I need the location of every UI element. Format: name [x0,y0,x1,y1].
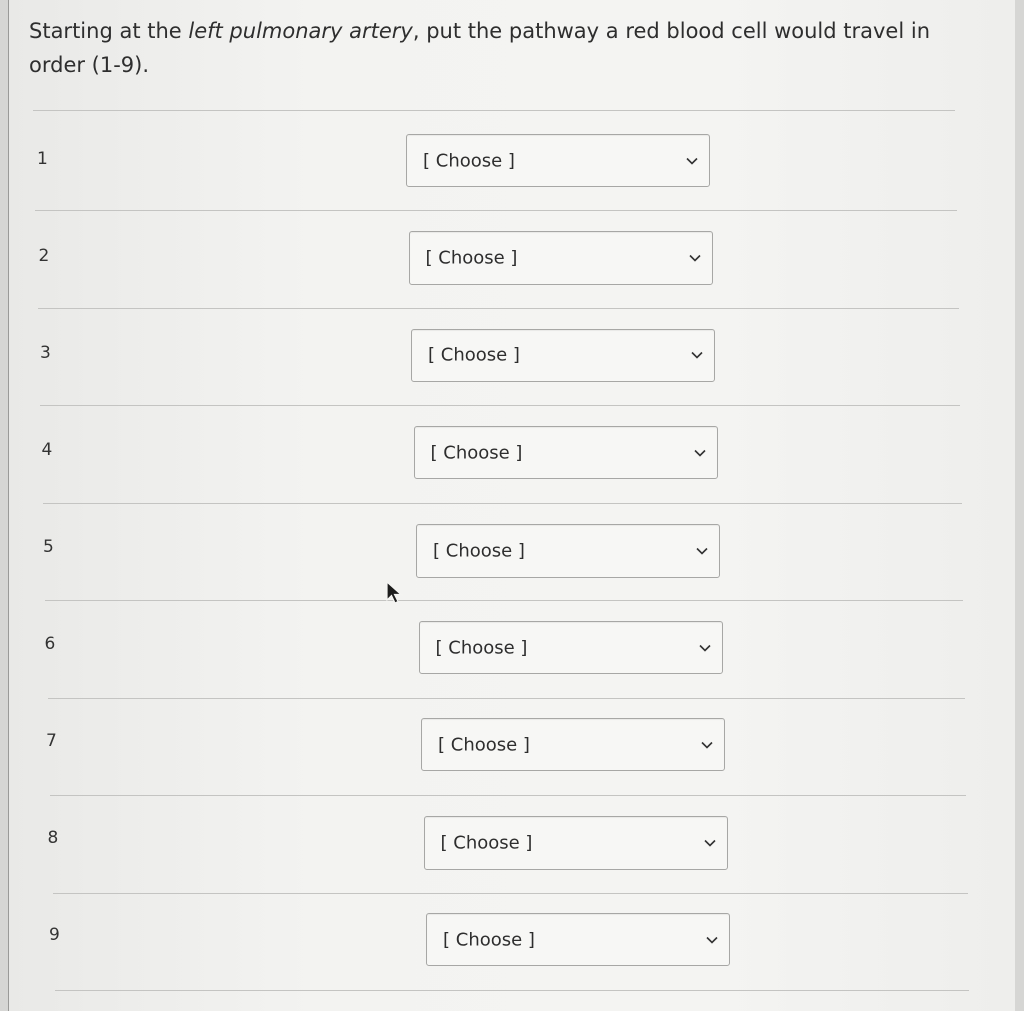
chevron-down-icon [703,836,717,850]
row-divider [43,503,962,504]
row-number: 6 [44,634,56,654]
row-number: 5 [43,537,54,557]
mouse-pointer-icon [384,580,406,606]
row-divider [38,308,959,309]
row-divider [45,600,963,601]
row-divider [40,405,960,406]
chevron-down-icon [685,154,699,168]
step-8-select[interactable] [424,816,728,870]
chevron-down-icon [700,738,714,752]
row-number: 1 [37,149,48,169]
question-prefix: Starting at the [29,19,189,43]
row-divider [35,210,957,211]
select-value: [ Choose ] [433,540,525,562]
row-number: 2 [38,246,50,266]
select-value: [ Choose ] [430,442,523,464]
row-number: 9 [49,925,60,945]
step-5-select[interactable] [416,524,720,578]
question-text [29,14,969,82]
question-emphasis: left pulmonary artery [188,19,413,43]
select-value: [ Choose ] [443,929,535,951]
row-divider [55,990,969,991]
chevron-down-icon [695,544,709,558]
chevron-down-icon [690,348,704,362]
select-value: [ Choose ] [438,734,530,756]
row-number: 3 [40,343,51,363]
select-value: [ Choose ] [428,344,520,366]
step-1-select[interactable] [406,134,710,187]
step-6-select[interactable] [419,621,723,674]
quiz-page [8,0,1015,1011]
row-divider [50,795,966,796]
chevron-down-icon [693,446,707,460]
chevron-down-icon [688,251,702,265]
chevron-down-icon [698,641,712,655]
select-value: [ Choose ] [425,247,518,269]
row-number: 8 [47,828,59,848]
chevron-down-icon [705,933,719,947]
row-number: 4 [41,440,53,460]
step-2-select[interactable] [409,231,713,285]
select-value: [ Choose ] [435,637,528,658]
step-7-select[interactable] [421,718,725,771]
step-3-select[interactable] [411,329,715,382]
row-number: 7 [46,731,57,751]
select-value: [ Choose ] [440,832,533,854]
row-divider [48,698,965,699]
step-4-select[interactable] [414,426,718,479]
select-value: [ Choose ] [423,150,515,171]
step-9-select[interactable] [426,913,730,966]
question-suffix: , put the pathway a red blood cell would travel in order (1-9). [29,19,930,77]
row-divider [53,893,968,894]
question-divider [33,110,955,111]
